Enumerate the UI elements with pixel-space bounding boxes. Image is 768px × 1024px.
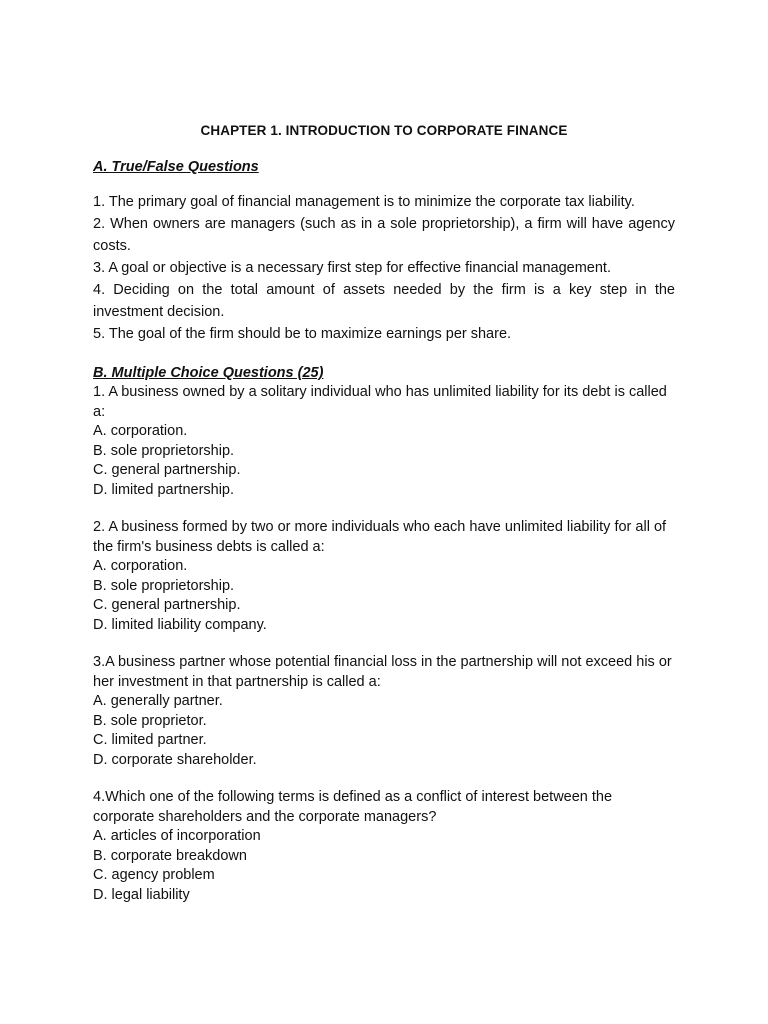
mc-option-d: D. legal liability: [93, 886, 190, 903]
mc-option-c: C. general partnership.: [93, 462, 241, 478]
mc-option-b: B. sole proprietorship.: [93, 442, 235, 459]
multiple-choice-heading: B. Multiple Choice Questions (25): [93, 365, 324, 381]
mc-option-d: D. limited liability company.: [93, 616, 267, 633]
multiple-choice-list: [93, 383, 675, 905]
mc-option-a: A. corporation.: [93, 558, 188, 574]
true-false-heading: A. True/False Questions: [93, 159, 259, 175]
true-false-item-5: 5. The goal of the firm should be to maximize earnings per share.: [93, 326, 512, 342]
mc-option-c: C. general partnership.: [93, 597, 241, 613]
mc-option-d: D. corporate shareholder.: [93, 751, 257, 768]
mc-option-b: B. corporate breakdown: [93, 847, 247, 864]
true-false-item-4: 4. Deciding on the total amount of assets needed by the firm is a key step in the investment decision.: [93, 282, 675, 320]
document-page: [93, 122, 675, 923]
mc-question-2: [93, 518, 675, 635]
mc-question-1: [93, 383, 675, 500]
chapter-title: CHAPTER 1. INTRODUCTION TO CORPORATE FINANCE: [200, 123, 568, 138]
mc-option-b: B. sole proprietor.: [93, 712, 207, 729]
mc-question-stem: 1. A business owned by a solitary individual who has unlimited liability for its debt is called a:: [93, 384, 667, 420]
mc-option-a: A. corporation.: [93, 423, 188, 439]
mc-option-a: A. articles of incorporation: [93, 828, 261, 844]
mc-question-stem: 3.A business partner whose potential financial loss in the partnership will not exceed his or her investment in that partnership is called a:: [93, 654, 672, 690]
mc-question-stem: 2. A business formed by two or more individuals who each have unlimited liability for all of the firm's business debts is called a:: [93, 519, 667, 555]
mc-question-4: [93, 788, 675, 905]
mc-option-d: D. limited partnership.: [93, 481, 235, 498]
mc-option-c: C. limited partner.: [93, 732, 207, 748]
true-false-item-2: 2. When owners are managers (such as in a sole proprietorship), a firm will have agency costs.: [93, 216, 675, 254]
true-false-item-1: 1. The primary goal of financial management is to minimize the corporate tax liability.: [93, 194, 635, 210]
mc-option-c: C. agency problem: [93, 867, 215, 883]
true-false-list: [93, 191, 675, 345]
true-false-item-3: 3. A goal or objective is a necessary first step for effective financial management.: [93, 260, 611, 276]
mc-question-stem: 4.Which one of the following terms is defined as a conflict of interest between the corporate shareholders and the corporate managers?: [93, 789, 613, 825]
mc-question-3: [93, 653, 675, 770]
mc-option-b: B. sole proprietorship.: [93, 577, 235, 594]
mc-option-a: A. generally partner.: [93, 693, 223, 709]
